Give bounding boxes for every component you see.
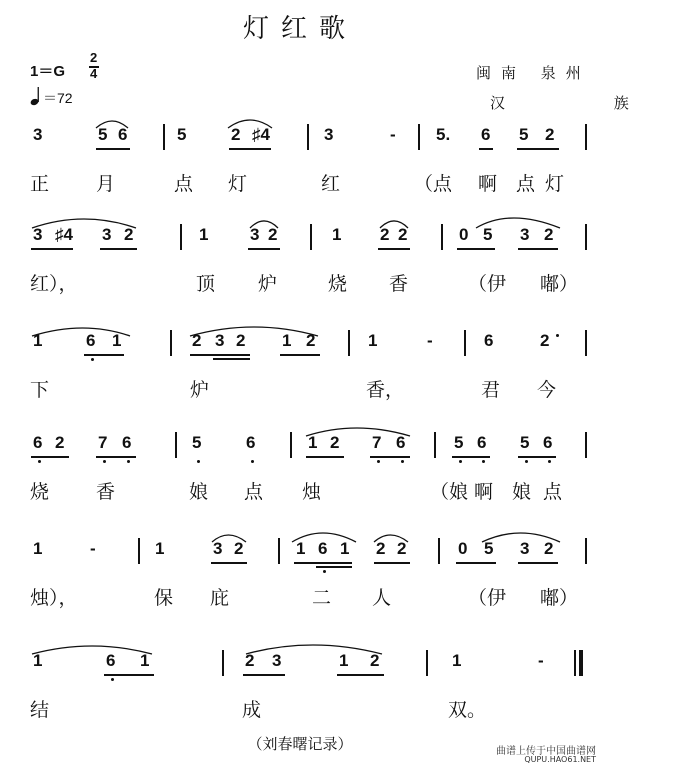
note: - [90, 539, 96, 558]
note: 2 [545, 125, 555, 144]
lyric: 啊 [478, 173, 498, 195]
underline [457, 248, 495, 250]
lyric: 成 [242, 699, 262, 721]
note: 3 [102, 225, 112, 244]
low-octave-dot [548, 460, 551, 463]
note: 2 [376, 539, 386, 558]
lyric: （伊 [468, 273, 507, 295]
barline [163, 124, 165, 150]
barline [307, 124, 309, 150]
barline [175, 432, 177, 458]
note: 5 [454, 433, 464, 452]
note: 7 [372, 433, 382, 452]
note: 6 [33, 433, 43, 452]
barline [585, 330, 587, 356]
lyric: 灯 [228, 173, 248, 195]
note: 1 [339, 651, 349, 670]
note: 1 [33, 651, 43, 670]
lyric: 点 [174, 173, 194, 195]
lyric: 正 [30, 173, 50, 195]
lyric: 烧 [30, 481, 50, 503]
note: 3 [33, 125, 43, 144]
slur-marks [0, 124, 600, 232]
note: 1 [155, 539, 165, 558]
low-octave-dot [377, 460, 380, 463]
underline [248, 248, 280, 250]
lyric: 炉 [258, 273, 278, 295]
underline [213, 358, 250, 360]
barline [441, 224, 443, 250]
note: 5 [520, 433, 530, 452]
underline [517, 148, 559, 150]
underline [211, 562, 247, 564]
score-row-5 [0, 538, 600, 646]
note: 6 [118, 125, 128, 144]
barline [585, 224, 587, 250]
lyric: 娘 [512, 481, 532, 503]
barline [585, 538, 587, 564]
note: 6 [543, 433, 553, 452]
tempo-value: ＝72 [43, 90, 73, 106]
underline [190, 354, 250, 356]
low-octave-dot [323, 570, 326, 573]
note: 0 [458, 539, 468, 558]
note: 2 [234, 539, 244, 558]
note: 2 [231, 125, 241, 144]
low-octave-dot [91, 358, 94, 361]
barline [418, 124, 420, 150]
breath-mark [556, 334, 559, 337]
note: 6 [484, 331, 494, 350]
time-signature-denominator: 4 [90, 66, 98, 81]
underline [518, 562, 558, 564]
underline [294, 562, 352, 564]
underline [479, 148, 493, 150]
note: 2 [370, 651, 380, 670]
underline [378, 248, 410, 250]
note: 2 [306, 331, 316, 350]
low-octave-dot [38, 460, 41, 463]
barline [438, 538, 440, 564]
low-octave-dot [103, 460, 106, 463]
lyric: 啊 [474, 481, 494, 503]
underline [337, 674, 384, 676]
note: 0 [459, 225, 469, 244]
note: 5. [436, 125, 451, 144]
low-octave-dot [459, 460, 462, 463]
note: 6 [86, 331, 96, 350]
lyric: 君 [481, 379, 501, 401]
underline [518, 248, 558, 250]
note: 5 [177, 125, 187, 144]
lyric: 香 [96, 481, 116, 503]
note: 1 [452, 651, 462, 670]
lyric: （点 [414, 173, 453, 195]
barline [170, 330, 172, 356]
underline [374, 562, 410, 564]
low-octave-dot [482, 460, 485, 463]
note: 3 [520, 225, 530, 244]
note: 7 [98, 433, 108, 452]
low-octave-dot [127, 460, 130, 463]
slur-marks [0, 224, 600, 332]
lyric: 人 [372, 587, 392, 609]
note: 2 [236, 331, 246, 350]
note: 6 [481, 125, 491, 144]
low-octave-dot [251, 460, 254, 463]
note: 3 [250, 225, 260, 244]
underline [84, 354, 124, 356]
note: 1 [140, 651, 150, 670]
underline [96, 148, 130, 150]
transcription-credit: （刘春曙记录） [247, 735, 353, 753]
note: - [538, 651, 544, 670]
note: - [427, 331, 433, 350]
underline [306, 456, 344, 458]
lyric: 烧 [328, 273, 348, 295]
note: 2 [55, 433, 65, 452]
note: 3 [520, 539, 530, 558]
barline [585, 432, 587, 458]
note: 1 [368, 331, 378, 350]
lyric: 烛）， [30, 587, 78, 609]
underline [316, 566, 352, 568]
note: 2 [380, 225, 390, 244]
underline [370, 456, 410, 458]
underline [452, 456, 490, 458]
note: ♯4 [252, 125, 270, 144]
lyric: 红 [321, 173, 341, 195]
lyric: 香 [389, 273, 409, 295]
lyric: 点 [244, 481, 264, 503]
score-row-2 [0, 224, 600, 332]
low-octave-dot [197, 460, 200, 463]
lyric: 保 [154, 587, 174, 609]
origin-ethnic: 汉 族 [490, 94, 681, 112]
lyric: 双。 [448, 699, 487, 721]
lyric: 红）， [30, 273, 78, 295]
lyric: 点 [516, 173, 536, 195]
note: 3 [272, 651, 282, 670]
note: 2 [544, 539, 554, 558]
note: 1 [282, 331, 292, 350]
note: 1 [340, 539, 350, 558]
low-octave-dot [525, 460, 528, 463]
note: 5 [483, 225, 493, 244]
underline [100, 248, 137, 250]
note: 2 [398, 225, 408, 244]
note: 6 [106, 651, 116, 670]
note: 3 [215, 331, 225, 350]
note: 2 [330, 433, 340, 452]
note: 3 [324, 125, 334, 144]
barline [434, 432, 436, 458]
underline [229, 148, 271, 150]
note: 1 [33, 331, 43, 350]
note: 2 [268, 225, 278, 244]
lyric: 二 [312, 587, 332, 609]
slur-marks [0, 432, 600, 540]
barline [585, 124, 587, 150]
watermark-url: QUPU.HAO61.NET [524, 755, 596, 764]
lyric: 烛 [302, 481, 322, 503]
note: 1 [332, 225, 342, 244]
note: 6 [246, 433, 256, 452]
barline [464, 330, 466, 356]
lyric: 娘 [189, 481, 209, 503]
barline [138, 538, 140, 564]
watermark: 曲谱上传于中国曲谱网 [496, 746, 596, 757]
note: 2 [192, 331, 202, 350]
note: 2 [544, 225, 554, 244]
note: 5 [98, 125, 108, 144]
underline [518, 456, 556, 458]
underline [96, 456, 136, 458]
final-barline-thick [579, 650, 583, 676]
lyric: （娘 [430, 481, 469, 503]
note: 5 [484, 539, 494, 558]
lyric: 结 [30, 699, 50, 721]
barline [426, 650, 428, 676]
barline [278, 538, 280, 564]
note: 2 [397, 539, 407, 558]
note: 5 [192, 433, 202, 452]
note: 1 [296, 539, 306, 558]
note: ♯4 [55, 225, 73, 244]
lyric: 灯 [545, 173, 565, 195]
note: 1 [33, 539, 43, 558]
barline [222, 650, 224, 676]
note: 6 [477, 433, 487, 452]
underline [243, 674, 285, 676]
note: 1 [112, 331, 122, 350]
note: 5 [519, 125, 529, 144]
lyric: 嘟） [540, 273, 579, 295]
note: 1 [308, 433, 318, 452]
origin-region: 闽南 泉州 [476, 64, 591, 82]
note: 2 [124, 225, 134, 244]
note: 2 [540, 331, 550, 350]
lyric: 下 [30, 379, 50, 401]
lyric: 月 [96, 173, 116, 195]
note: 3 [33, 225, 43, 244]
barline [310, 224, 312, 250]
barline [290, 432, 292, 458]
underline [456, 562, 496, 564]
note: - [390, 125, 396, 144]
lyric: 嘟） [540, 587, 579, 609]
underline [104, 674, 154, 676]
lyric: 顶 [196, 273, 216, 295]
lyric: 炉 [190, 379, 210, 401]
score-row-3 [0, 330, 600, 438]
low-octave-dot [111, 678, 114, 681]
note: 6 [318, 539, 328, 558]
key-signature: 1＝G [30, 63, 66, 80]
quarter-note-icon [30, 86, 42, 110]
underline [280, 354, 320, 356]
lyric: 香， [366, 379, 405, 401]
score-row-4 [0, 432, 600, 540]
barline [180, 224, 182, 250]
time-signature-numerator: 2 [90, 50, 98, 65]
note: 6 [122, 433, 132, 452]
note: 3 [213, 539, 223, 558]
note: 6 [396, 433, 406, 452]
barline [348, 330, 350, 356]
lyric: 今 [537, 379, 557, 401]
note: 2 [245, 651, 255, 670]
lyric: 庇 [210, 587, 230, 609]
note: 1 [199, 225, 209, 244]
final-barline-thin [574, 650, 576, 676]
score-row-1 [0, 124, 600, 232]
low-octave-dot [401, 460, 404, 463]
underline [31, 248, 73, 250]
underline [31, 456, 69, 458]
lyric: （伊 [468, 587, 507, 609]
lyric: 点 [543, 481, 563, 503]
song-title: 灯红歌 [242, 14, 357, 44]
